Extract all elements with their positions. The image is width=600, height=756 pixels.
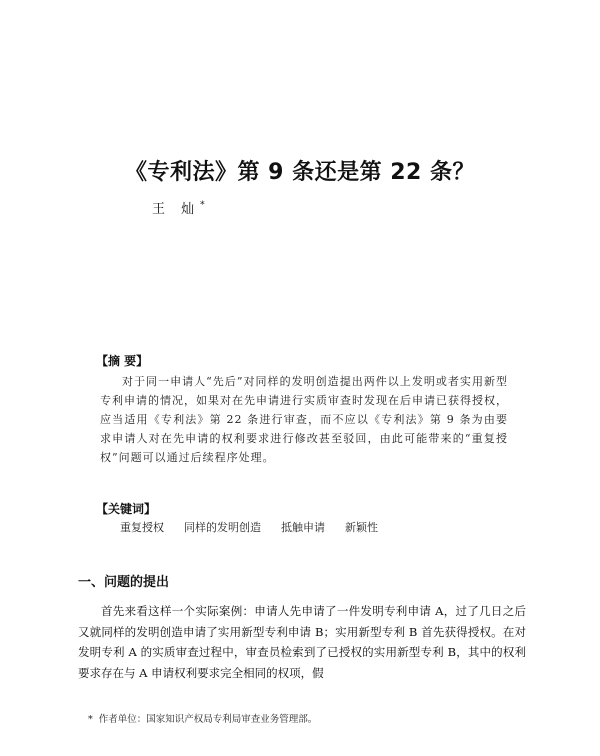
footnote: [88, 711, 317, 725]
keyword-item: 同样的发明创造: [184, 521, 261, 534]
keyword-item: 抵触申请: [281, 521, 325, 534]
keywords-list: [120, 519, 378, 535]
article-title: 《专利法》第 9 条还是第 22 条？: [124, 160, 476, 185]
abstract-label: 【摘 要】: [96, 354, 149, 368]
body-paragraph: 首先来看这样一个实际案例：申请人先申请了一件发明专利申请 A，过了几日之后又就同样的发明创造申请了实用新型专利申请 B；实用新型专利 B 首先获得授权。在对发明专利 A 的实质审查过程中，审查员检索到了已授权的实用新型专利 B，其中的权利要求存在与 A 申请权利要求完全相同的权项，假: [78, 604, 526, 680]
keywords-label: 【关键词】: [96, 502, 157, 516]
author-name: 王 灿: [152, 202, 201, 217]
author-footnote-mark: *: [200, 200, 205, 211]
author-line: [152, 198, 205, 217]
abstract-text: 对于同一申请人“先后”对同样的发明创造提出两件以上发明或者实用新型专利申请的情况，如果对在先申请进行实质审查时发现在后申请已获得授权，应当适用《专利法》第 22 条进行审查，而不应以《专利法》第 9 条为由要求申请人对在先申请的权利要求进行修改甚至驳回，由此可能带来的“重复授权”问题可以通过后续程序处理。: [100, 375, 508, 464]
footnote-marker: *: [88, 714, 93, 725]
keyword-item: 重复授权: [120, 521, 164, 534]
keyword-item: 新颖性: [345, 521, 378, 534]
section-heading: 一、问题的提出: [78, 575, 170, 590]
footnote-text: 作者单位：国家知识产权局专利局审查业务管理部。: [98, 714, 318, 725]
